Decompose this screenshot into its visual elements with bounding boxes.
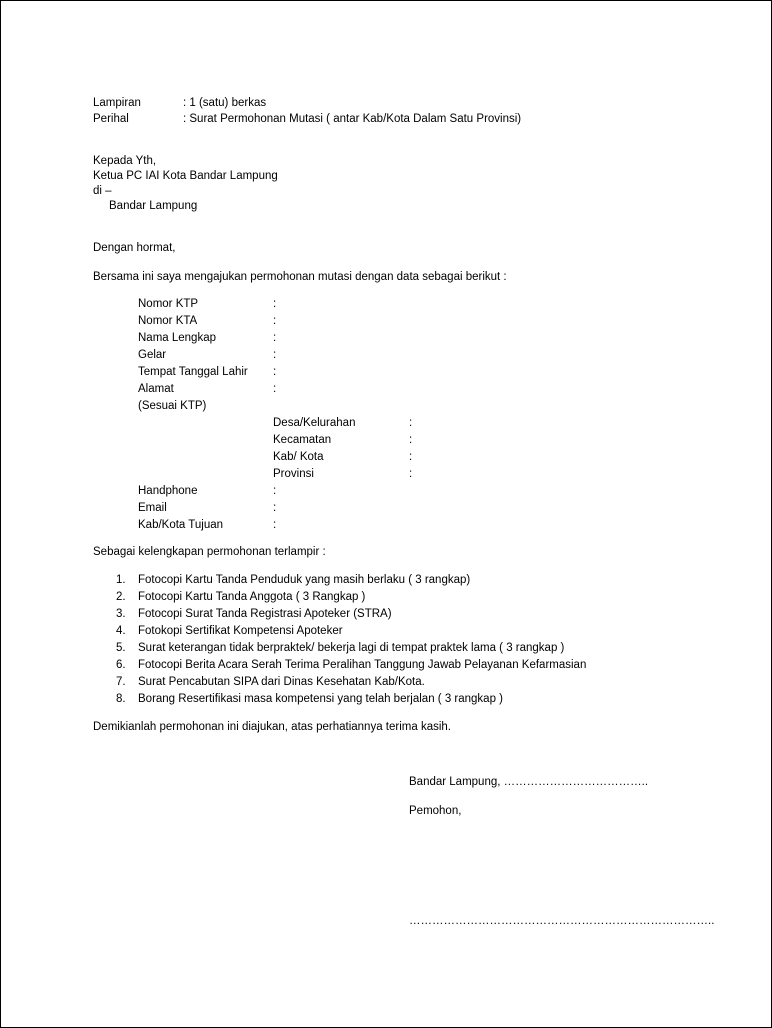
attachment-number: 7. <box>116 676 126 688</box>
address-field-label: Kab/ Kota <box>273 451 324 463</box>
address-field-label: Provinsi <box>273 468 314 480</box>
contact-field-label: Email <box>138 502 167 514</box>
signature-line: …………………………………………………………………….. <box>409 915 715 927</box>
intro-text: Bersama ini saya mengajukan permohonan mutasi dengan data sebagai berikut : <box>93 271 507 283</box>
attachment-number: 8. <box>116 693 126 705</box>
attachment-number: 6. <box>116 659 126 671</box>
contact-field-colon: : <box>273 519 277 531</box>
address-field-colon: : <box>409 451 413 463</box>
field-colon: : <box>273 366 277 378</box>
field-colon: : <box>273 315 277 327</box>
place-date: Bandar Lampung, ……………………………….. <box>409 776 649 788</box>
perihal-value: : Surat Permohonan Mutasi ( antar Kab/Kota Dalam Satu Provinsi) <box>183 113 522 125</box>
recipient-line-2: Ketua PC IAI Kota Bandar Lampung <box>93 170 278 182</box>
attachment-item: Fotocopi Surat Tanda Registrasi Apoteker (STRA) <box>138 608 392 620</box>
field-label: Tempat Tanggal Lahir <box>138 366 248 378</box>
address-field-colon: : <box>409 434 413 446</box>
field-colon: : <box>273 298 277 310</box>
attachment-number: 1. <box>116 574 126 586</box>
lampiran-label: Lampiran <box>93 97 141 109</box>
address-field-label: Kecamatan <box>273 434 332 446</box>
greeting: Dengan hormat, <box>93 242 176 254</box>
attachment-item: Fotokopi Sertifikat Kompetensi Apoteker <box>138 625 343 637</box>
field-label: Alamat <box>138 383 174 395</box>
attachment-item: Surat keterangan tidak berpraktek/ bekerja lagi di tempat praktek lama ( 3 rangkap ) <box>138 642 565 654</box>
attachment-number: 4. <box>116 625 126 637</box>
contact-field-label: Kab/Kota Tujuan <box>138 519 224 531</box>
closing-text: Demikianlah permohonan ini diajukan, atas perhatiannya terima kasih. <box>93 721 451 733</box>
field-colon: : <box>273 383 277 395</box>
attachment-item: Fotocopi Kartu Tanda Anggota ( 3 Rangkap ) <box>138 591 366 603</box>
attachment-number: 3. <box>116 608 126 620</box>
attachment-item: Fotocopi Berita Acara Serah Terima Peralihan Tanggung Jawab Pelayanan Kefarmasian <box>138 659 587 671</box>
lampiran-value: : 1 (satu) berkas <box>183 97 267 109</box>
field-label: (Sesuai KTP) <box>138 400 207 412</box>
field-colon: : <box>273 349 277 361</box>
attachment-item: Borang Resertifikasi masa kompetensi yang telah berjalan ( 3 rangkap ) <box>138 693 503 705</box>
recipient-line-4: Bandar Lampung <box>109 200 198 212</box>
field-label: Nomor KTP <box>138 298 199 310</box>
recipient-line-3: di – <box>93 185 112 197</box>
contact-field-label: Handphone <box>138 485 198 497</box>
address-field-label: Desa/Kelurahan <box>273 417 356 429</box>
field-label: Nama Lengkap <box>138 332 216 344</box>
contact-field-colon: : <box>273 502 277 514</box>
applicant-role: Pemohon, <box>409 805 462 817</box>
attachment-number: 2. <box>116 591 126 603</box>
address-field-colon: : <box>409 468 413 480</box>
perihal-label: Perihal <box>93 113 129 125</box>
field-label: Gelar <box>138 349 167 361</box>
contact-field-colon: : <box>273 485 277 497</box>
field-colon: : <box>273 332 277 344</box>
attachment-item: Surat Pencabutan SIPA dari Dinas Kesehatan Kab/Kota. <box>138 676 425 688</box>
address-field-colon: : <box>409 417 413 429</box>
field-label: Nomor KTA <box>138 315 198 327</box>
attachments-intro: Sebagai kelengkapan permohonan terlampir : <box>93 546 326 558</box>
attachment-number: 5. <box>116 642 126 654</box>
attachment-item: Fotocopi Kartu Tanda Penduduk yang masih berlaku ( 3 rangkap) <box>138 574 471 586</box>
recipient-line-1: Kepada Yth, <box>93 155 157 167</box>
